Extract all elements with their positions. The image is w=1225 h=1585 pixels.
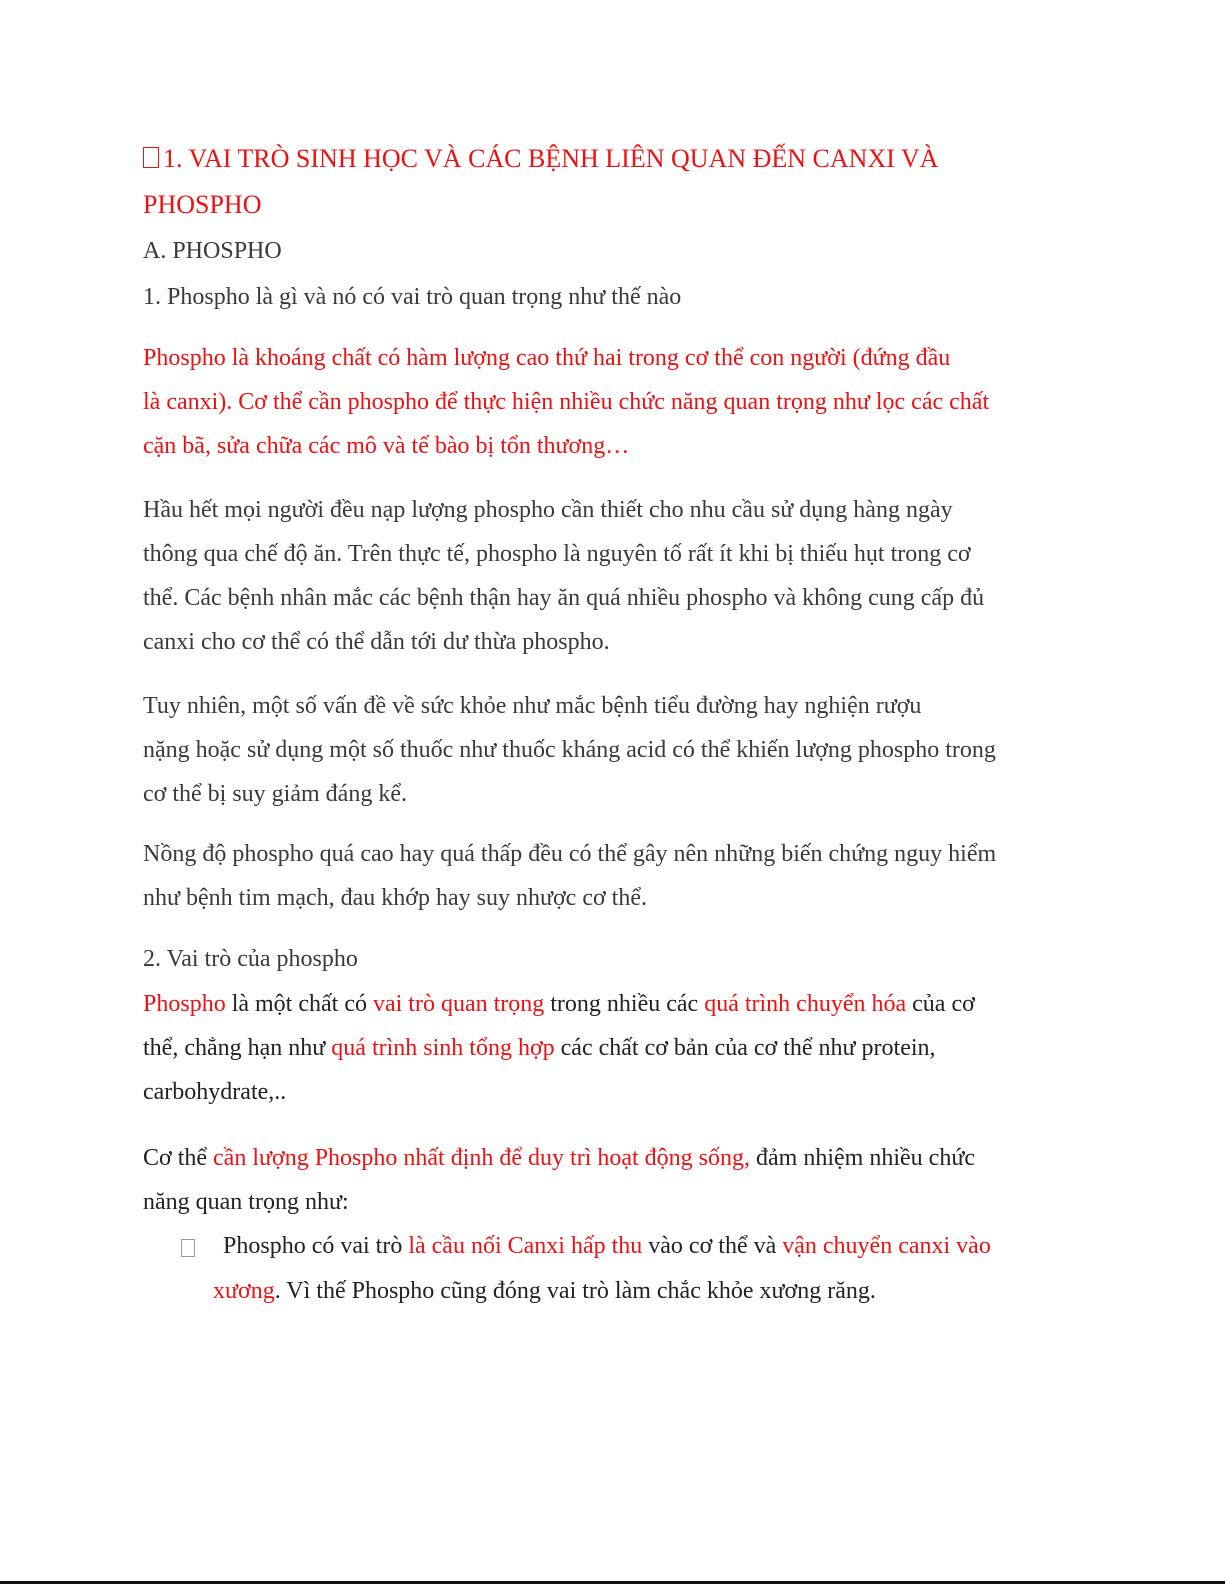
subsection-title-phospho: A. PHOSPHO	[143, 238, 282, 264]
paragraph-line: canxi cho cơ thể có thể dẫn tới dư thừa phospho.	[143, 629, 610, 655]
section-heading	[143, 136, 1068, 228]
paragraph-line: Hầu hết mọi người đều nạp lượng phospho cần thiết cho nhu cầu sử dụng hàng ngày	[143, 497, 953, 523]
paragraph-line: cơ thể bị suy giảm đáng kể.	[143, 781, 407, 807]
paragraph-definition	[143, 336, 1068, 468]
question-2-title: 2. Vai trò của phospho	[143, 946, 358, 972]
list-item-line: xương. Vì thế Phospho cũng đóng vai trò làm chắc khỏe xương răng.	[213, 1278, 876, 1304]
paragraph-line: thể. Các bệnh nhân mắc các bệnh thận hay ăn quá nhiều phospho và không cung cấp đủ	[143, 585, 985, 611]
paragraph-line: như bệnh tim mạch, đau khớp hay suy nhược cơ thể.	[143, 885, 647, 911]
paragraph-intake	[143, 488, 1068, 664]
section-heading-line-2: PHOSPHO	[143, 190, 262, 219]
list-item-line: Phospho có vai trò là cầu nối Canxi hấp thu vào cơ thể và vận chuyển canxi vào	[223, 1233, 991, 1259]
list-item	[143, 1224, 1068, 1314]
paragraph-line: thể, chẳng hạn như quá trình sinh tổng hợp các chất cơ bản của cơ thể như protein,	[143, 1035, 936, 1061]
paragraph-line: năng quan trọng như:	[143, 1189, 349, 1215]
paragraph-body-needs	[143, 1136, 1068, 1224]
paragraph-line: nặng hoặc sử dụng một số thuốc như thuốc kháng acid có thể khiến lượng phospho trong	[143, 737, 996, 763]
paragraph-line: Tuy nhiên, một số vấn đề về sức khỏe như mắc bệnh tiểu đường hay nghiện rượu	[143, 693, 922, 719]
paragraph-complications	[143, 832, 1068, 920]
paragraph-line: carbohydrate,..	[143, 1079, 287, 1105]
document-content	[143, 136, 1068, 1314]
paragraph-line: Cơ thể cần lượng Phospho nhất định để duy trì hoạt động sống, đảm nhiệm nhiều chức	[143, 1145, 975, 1171]
paragraph-line: Nồng độ phospho quá cao hay quá thấp đều có thể gây nên những biến chứng nguy hiểm	[143, 841, 997, 867]
paragraph-role	[143, 982, 1068, 1114]
paragraph-line: thông qua chế độ ăn. Trên thực tế, phospho là nguyên tố rất ít khi bị thiếu hụt trong cơ	[143, 541, 971, 567]
section-heading-line-1: 1. VAI TRÒ SINH HỌC VÀ CÁC BỆNH LIÊN QUAN ĐẾN CANXI VÀ	[143, 136, 1068, 182]
paragraph-line: Phospho là khoáng chất có hàm lượng cao thứ hai trong cơ thể con người (đứng đầu	[143, 345, 951, 371]
page-bottom-border	[0, 1581, 1225, 1584]
paragraph-deficiency	[143, 684, 1068, 816]
bullet-box-icon	[181, 1239, 195, 1257]
missing-glyph-box-icon	[143, 147, 159, 168]
paragraph-line: Phospho là một chất có vai trò quan trọng trong nhiều các quá trình chuyển hóa của cơ	[143, 991, 975, 1017]
paragraph-line: cặn bã, sửa chữa các mô và tế bào bị tổn thương…	[143, 433, 630, 459]
question-1-title: 1. Phospho là gì và nó có vai trò quan trọng như thế nào	[143, 284, 682, 310]
paragraph-line: là canxi). Cơ thể cần phospho để thực hiện nhiều chức năng quan trọng như lọc các chất	[143, 389, 990, 415]
